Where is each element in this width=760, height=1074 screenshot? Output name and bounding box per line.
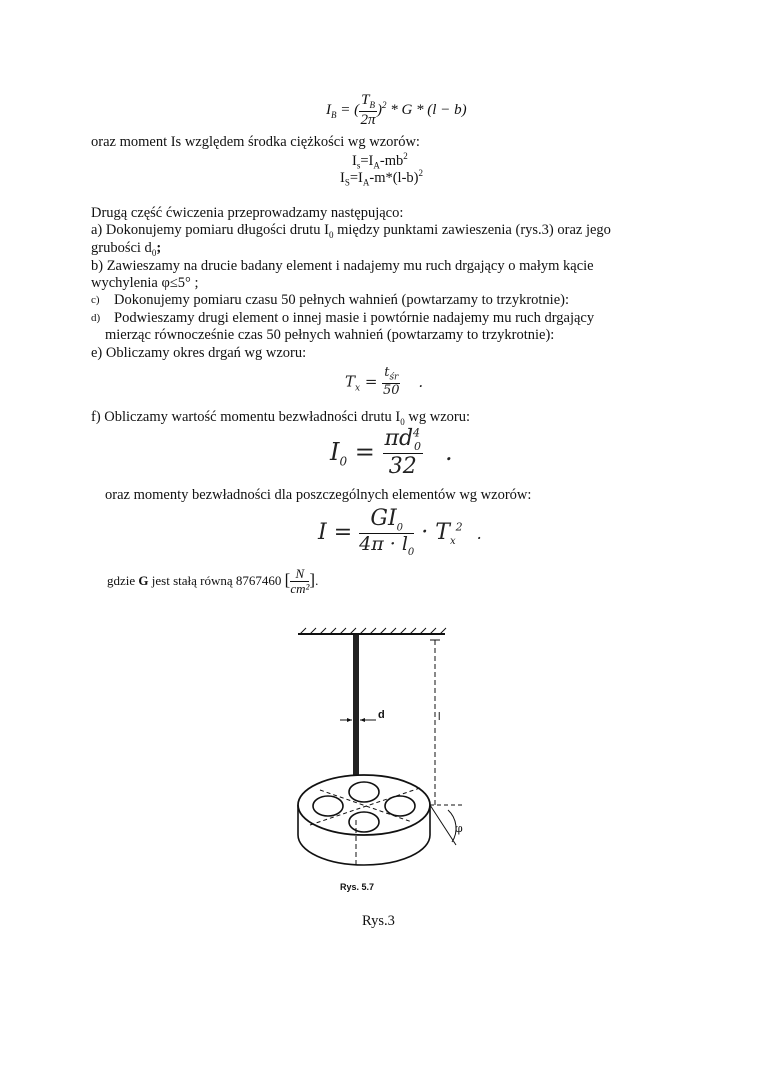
list-item-d-label: d) [91,312,101,324]
torsion-pendulum-figure [280,620,480,900]
list-item-a-cont: grubości $d_0$; [91,240,162,258]
list-item-c: Dokonujemy pomiaru czasu 50 pełnych wahnień (powtarzamy to trzykrotnie): [114,292,570,308]
list-item-b: b) Zawieszamy na drucie badany element i nadajemy mu ruch drgający o małym kącie [91,258,594,274]
list-item-f: f) Obliczamy wartość momentu bezwładności drutu $I_0$ wg wzoru: [91,409,470,427]
figure-caption: Rys.3 [362,913,395,929]
formula-i: I = $\frac{GI_0}{4\pi \cdot l_0}$ · $T_x^2$ . [318,506,482,559]
paragraph-moments: oraz momenty bezwładności dla poszczególnych elementów wg wzorów: [105,487,532,503]
paragraph-constant-g: gdzie G jest stałą równą 8767460 [ $\frac{N}{\text{cm²}}$ ]. [107,566,319,597]
formula-i0: $I_0$ = $\frac{\pi d^4_0}{32}$ . [330,426,453,480]
list-item-c-label: c) [91,294,100,306]
paragraph-moment-is: oraz moment Is względem środka ciężkości wg wzorów: [91,134,420,150]
list-item-d: Podwieszamy drugi element o innej masie i powtórnie nadajemy mu ruch drgający [114,310,595,326]
list-item-a: a) Dokonujemy pomiaru długości drutu $I_0$ między punktami zawieszenia (rys.3) oraz jego [91,222,611,240]
label-phi: φ [455,822,463,835]
list-item-b-cont: wychylenia φ≤5° ; [91,275,199,291]
label-l: l [438,711,441,723]
paragraph-second-part: Drugą część ćwiczenia przeprowadzamy następująco: [91,205,404,221]
list-item-d-cont: mierząc równocześnie czas 50 pełnych wahnień (powtarzamy to trzykrotnie): [105,327,555,343]
list-item-e: e) Obliczamy okres drgań wg wzoru: [91,345,307,361]
disk-top [298,775,430,835]
equation-is-2: $I_S=I_A-m*(l-b)^2$ [340,168,423,188]
label-d: d [378,709,385,721]
formula-ib: $I_B$ = ( $\frac{T_B}{2\pi}$ )$^2$ * G * (l − b) [326,92,467,128]
equation-is-1: $I_s=I_A-mb^2$ [352,151,408,171]
formula-tx: $T_x$ = $\frac{t_{śr}}{50}$ . [345,365,424,399]
scan-caption: Rys. 5.7 [340,882,375,892]
